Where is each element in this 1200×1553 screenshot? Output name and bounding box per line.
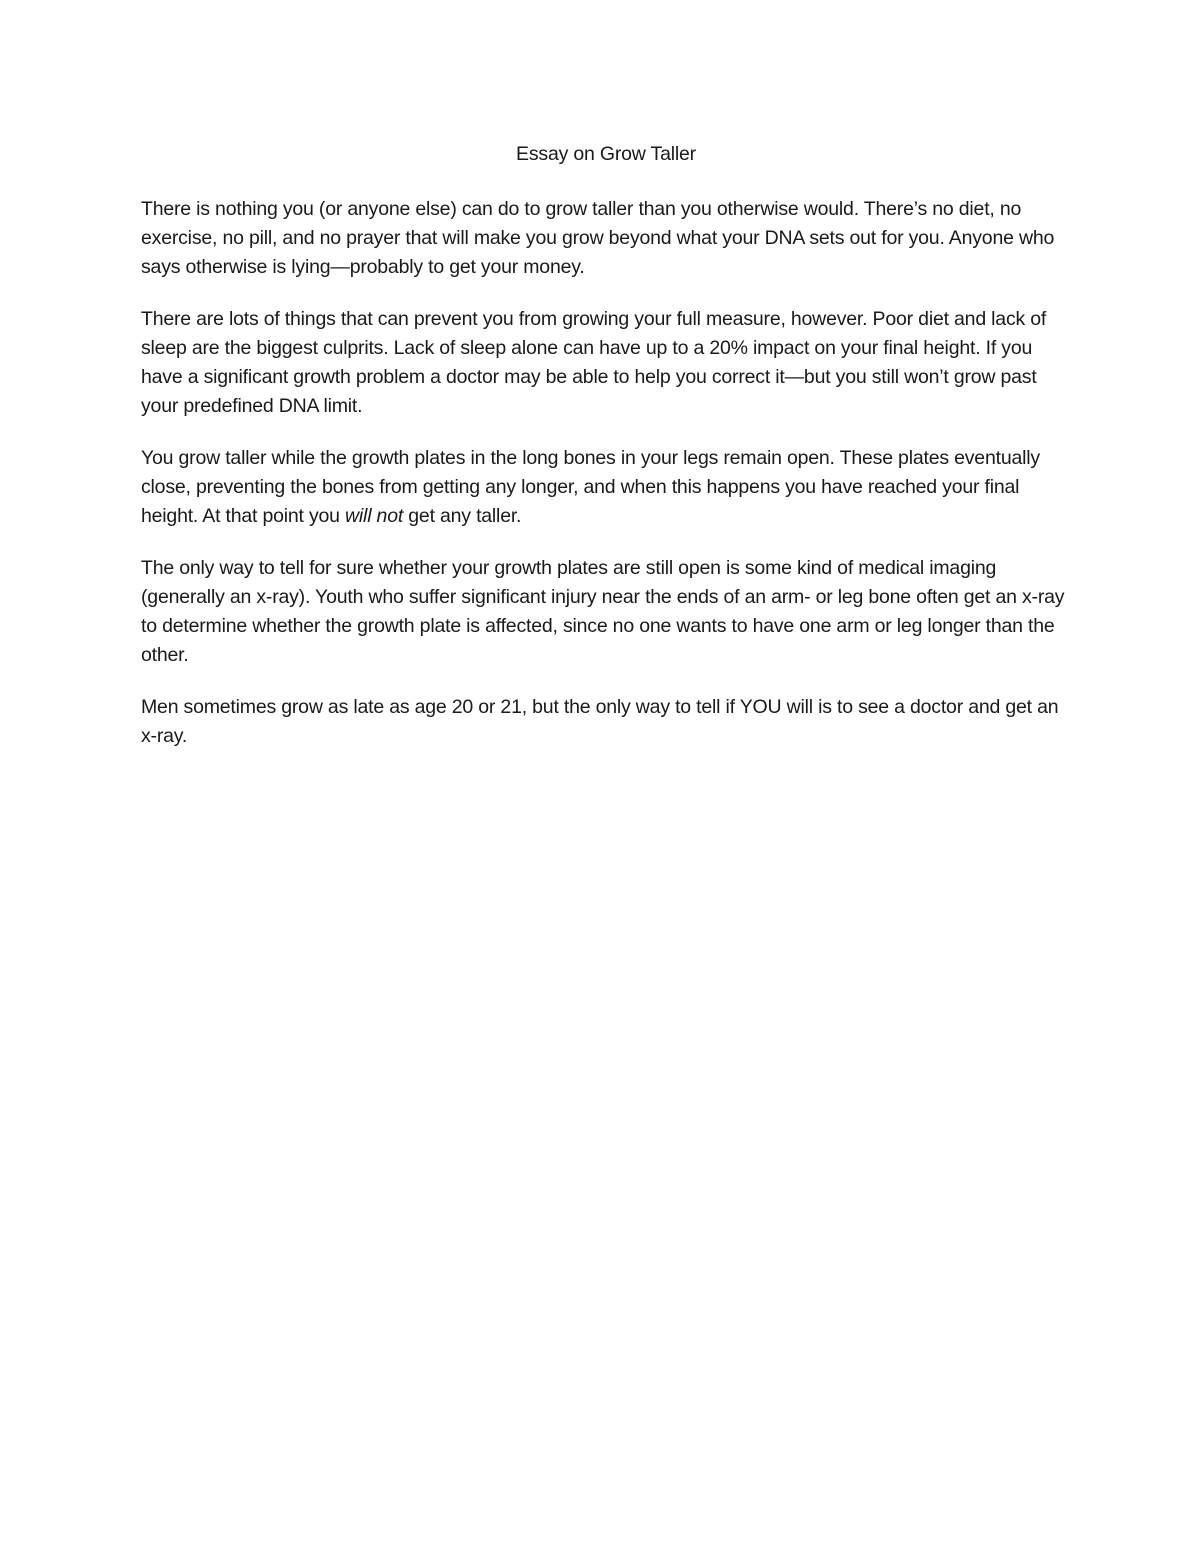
paragraph-5: Men sometimes grow as late as age 20 or 21, but the only way to tell if YOU will is to see a doctor and get an x-ray. — [141, 696, 1059, 747]
paragraph-3 — [141, 444, 1071, 531]
paragraph-3-after: get any taller. — [403, 505, 522, 527]
paragraph-1: There is nothing you (or anyone else) can do to grow taller than you otherwise would. There’s no diet, no exercise, no pill, and no prayer that will make you grow beyond what your DNA sets out for you. Anyone who says otherwise is lying—probably to get your money. — [141, 198, 1055, 278]
paragraph-3-before: You grow taller while the growth plates in the long bones in your legs remain open. These plates eventually close, preventing the bones from getting any longer, and when this happens you have reached your final height. At that point you — [141, 447, 1040, 527]
document-page — [141, 140, 1071, 774]
essay-title: Essay on Grow Taller — [516, 143, 696, 165]
paragraph-4: The only way to tell for sure whether your growth plates are still open is some kind of medical imaging (generally an x-ray). Youth who suffer significant injury near the ends of an arm- or leg bone often get an x-ray to determine whether the growth plate is affected, since no one wants to have one arm or leg longer than the other. — [141, 557, 1065, 666]
paragraph-3-emphasis: will not — [345, 505, 404, 527]
paragraph-2: There are lots of things that can prevent you from growing your full measure, however. Poor diet and lack of sleep are the biggest culprits. Lack of sleep alone can have up to a 20% impact on your final height. If you have a significant growth problem a doctor may be able to help you correct it—but you still won’t grow past your predefined DNA limit. — [141, 308, 1047, 417]
